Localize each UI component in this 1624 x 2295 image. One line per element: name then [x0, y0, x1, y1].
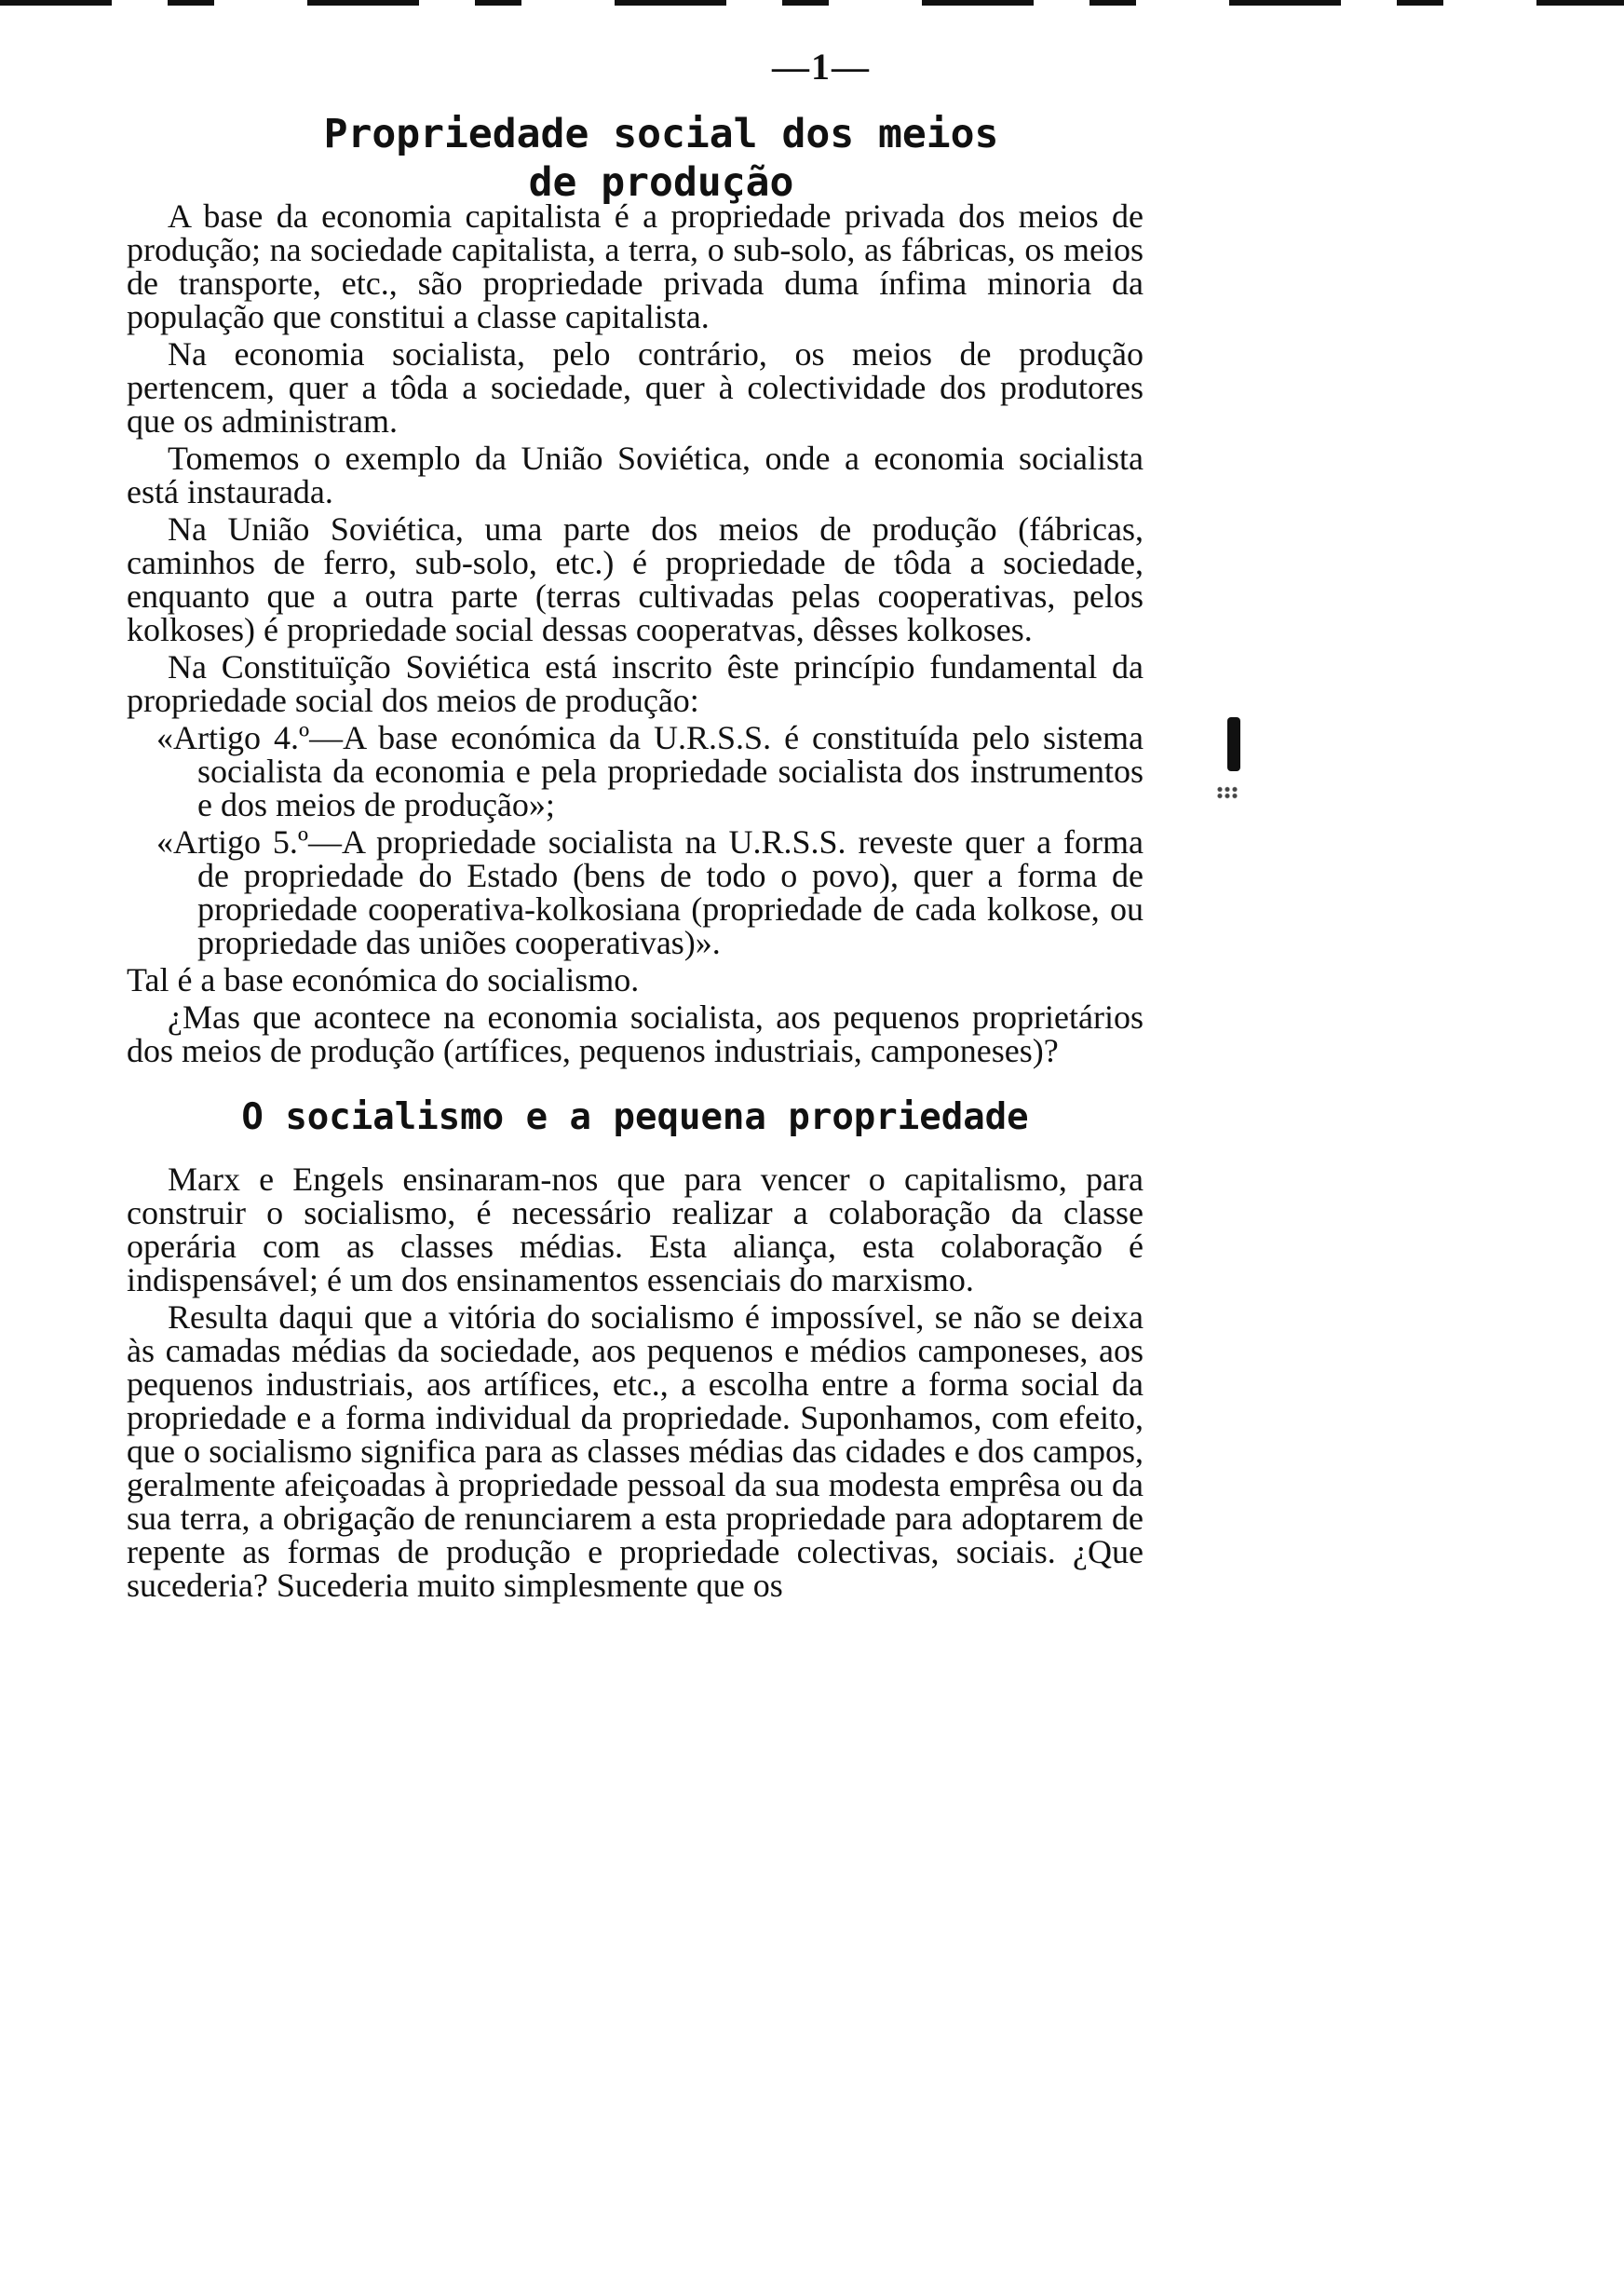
- body-text: [127, 199, 1144, 1606]
- constitution-article-4: «Artigo 4.º—A base económica da U.R.S.S. é constituída pelo sistema socialista da economia e pela propriedade socialista dos instrumentos e dos meios de produção»;: [156, 719, 1144, 823]
- page-number: —1—: [772, 46, 871, 88]
- section-heading: O socialismo e a pequena propriedade: [241, 1096, 1029, 1138]
- paragraph-socialist-economy: Na economia socialista, pelo contrário, os meios de produção pertencem, quer a tôda a sociedade, quer à colectividade dos produtores que os administram.: [127, 335, 1144, 440]
- page-title-line-2: de produção: [528, 159, 794, 206]
- paragraph-soviet-example: Tomemos o exemplo da União Soviética, onde a economia socialista está instaurada.: [127, 440, 1144, 510]
- paragraph-soviet-ownership: Na União Soviética, uma parte dos meios de produção (fábricas, caminhos de ferro, sub-solo, etc.) é propriedade de tôda a sociedade, enquanto que a outra parte (terras cultivadas pelas cooperativas, pelos kolkoses) é propriedade social dessas cooperatvas, dêsses kolkoses.: [127, 510, 1144, 648]
- margin-ink-mark: [1227, 717, 1240, 771]
- paragraph-victory-of-socialism: Resulta daqui que a vitória do socialismo é impossível, se não se deixa às camadas médias da sociedade, aos pequenos e médios camponeses, aos pequenos industriais, aos artífices, etc., a escolha entre a forma social da propriedade e a forma individual da propriedade. Suponhamos, com efeito, que o socialismo significa para as classes médias das cidades e dos campos, geralmente afeiçoadas à propriedade pessoal da sua modesta emprêsa ou da sua terra, a obrigação de renunciarem a esta propriedade para adoptarem de repente as formas de produção e propriedade colectivas, sociais. ¿Que sucederia? Sucederia muito simplesmente que os: [127, 1298, 1144, 1604]
- top-edge-rule: [0, 0, 1624, 6]
- paragraph-capitalist-economy: A base da economia capitalista é a propriedade privada dos meios de produção; na sociedade capitalista, a terra, o sub-solo, as fábricas, os meios de transporte, etc., são propriedade privada duma ínfima minoria da população que constitui a classe capitalista.: [127, 197, 1144, 335]
- page-title: [149, 110, 1173, 207]
- paragraph-small-owners-question: ¿Mas que acontece na economia socialista, aos pequenos proprietários dos meios de produção (artífices, pequenos industriais, camponeses)?: [127, 998, 1144, 1069]
- paragraph-constitution: Na Constituïção Soviética está inscrito êste princípio fundamental da propriedade social dos meios de produção:: [127, 648, 1144, 719]
- margin-ink-speck: [1216, 786, 1238, 799]
- page-title-line-1: Propriedade social dos meios: [323, 111, 999, 157]
- paragraph-economic-basis: Tal é a base económica do socialismo.: [127, 961, 640, 998]
- paragraph-marx-engels: Marx e Engels ensinaram-nos que para vencer o capitalismo, para construir o socialismo, é necessário realizar a colaboração da classe operária com as classes médias. Esta aliança, esta colaboração é indispensável; é um dos ensinamentos essenciais do marxismo.: [127, 1161, 1144, 1298]
- constitution-article-5: «Artigo 5.º—A propriedade socialista na U.R.S.S. reveste quer a forma de propriedade do Estado (bens de todo o povo), quer a forma de propriedade cooperativa-kolkosiana (propriedade de cada kolkose, ou propriedade das uniões cooperativas)».: [156, 823, 1144, 961]
